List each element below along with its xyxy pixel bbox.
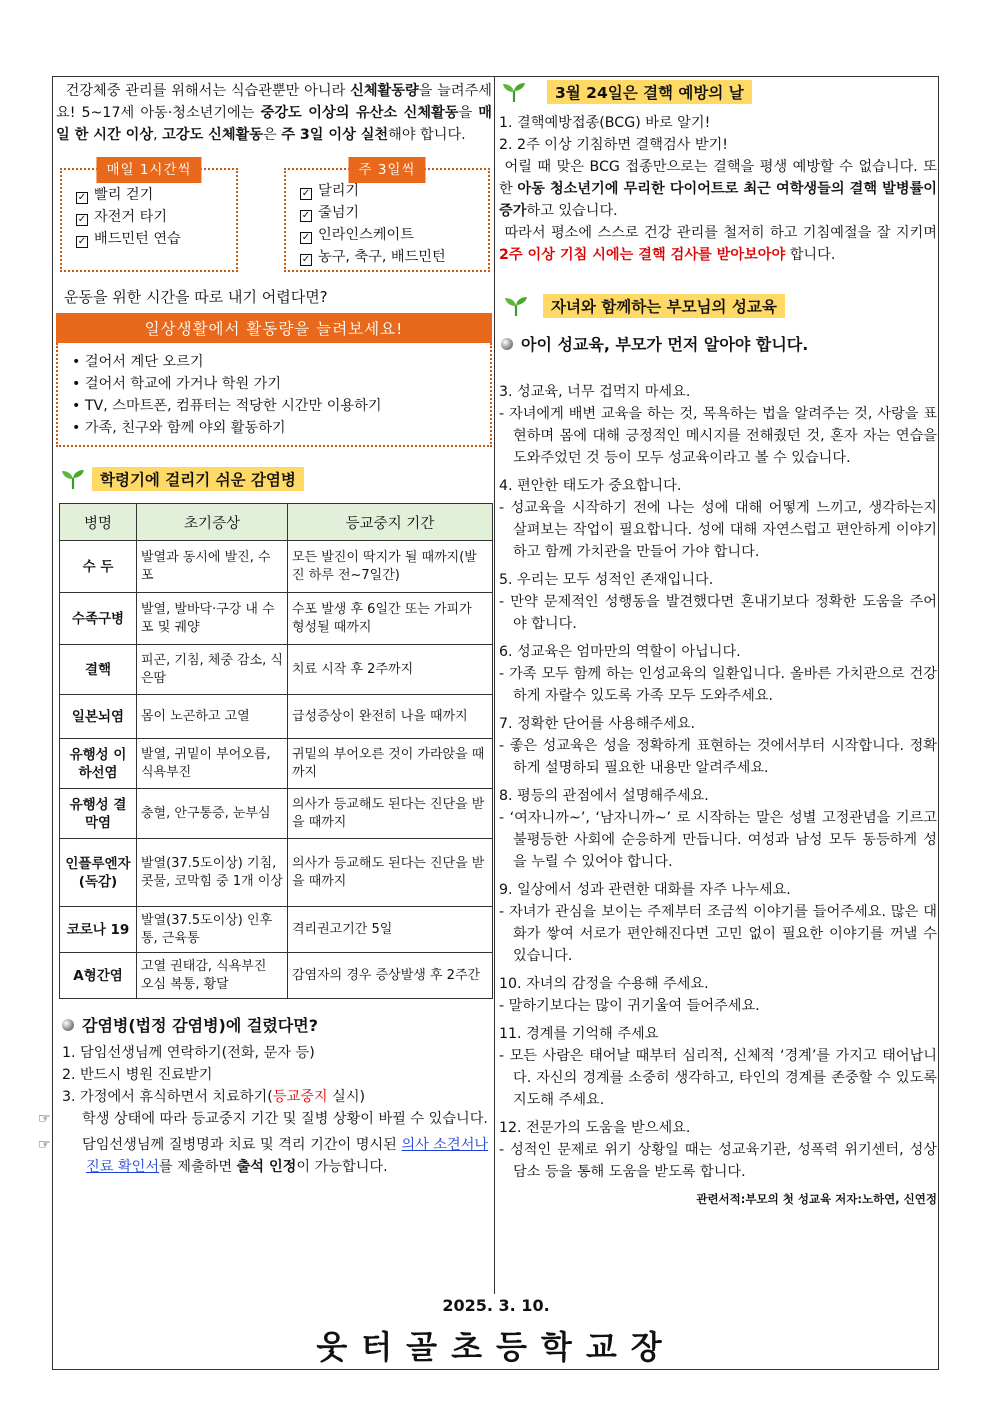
sexed-item: 12. 전문가의 도움을 받으세요. - 성적인 문제로 위기 상황일 때는 성교육기관, 성폭력 위기센터, 성상담소 등을 통해 도움을 받도록 합니다. xyxy=(499,1120,937,1180)
pointing-hand-icon: ☞ xyxy=(38,1111,51,1127)
infection-table xyxy=(59,503,493,999)
sexed-item: 10. 자녀의 감정을 수용해 주세요. - 말하기보다는 많이 귀기울여 들어주세요. xyxy=(499,976,760,1014)
weekly-box xyxy=(284,162,490,272)
table-header: 병명 xyxy=(60,504,137,541)
table-header: 등교중지 기간 xyxy=(288,504,493,541)
pointing-hand-icon: ☞ xyxy=(38,1137,51,1153)
checkbox-icon: ✓ xyxy=(77,214,87,225)
tb-paragraph: 따라서 평소에 스스로 건강 관리를 철저히 하고 기침예절을 잘 지키며 2주 이상 기침 시에는 결핵 검사를 받아보아야 합니다. xyxy=(499,225,937,263)
reference-note: 관련서적:부모의 첫 성교육 저자:노하연, 신연정 xyxy=(696,1192,937,1206)
sexed-subtitle: 아이 성교육, 부모가 먼저 알아야 합니다. xyxy=(501,332,937,355)
sexed-item: 7. 정확한 단어를 사용해주세요. - 좋은 성교육은 성을 정확하게 표현하는 것에서부터 시작합니다. 정확하게 설명하되 필요한 내용만 알려주세요. xyxy=(499,716,937,776)
checkbox-icon: ✓ xyxy=(301,232,311,243)
checkbox-icon: ✓ xyxy=(301,254,311,265)
activity-intro: 건강체중 관리를 위해서는 식습관뿐만 아니라 신체활동량을 늘려주세요! 5~17세 아동·청소년기에는 중강도 이상의 유산소 신체활동을 매일 한 시간 이상, 고강도 신체활동은 주 3일 이상 실천해야 합니다. xyxy=(56,83,493,143)
sexed-item: 11. 경계를 기억해 주세요 - 모든 사람은 태어날 때부터 심리적, 신체적 ‘경계’를 가지고 태어납니다. 자신의 경계를 소중히 생각하고, 타인의 경계를 존중할 수 있도록 지도해 주세요. xyxy=(499,1026,937,1108)
table-row: 코로나 19 발열(37.5도이상) 인후통, 근육통 격리권고기간 5일 xyxy=(60,907,493,953)
right-column xyxy=(499,80,937,1207)
sexed-item: 3. 성교육, 너무 겁먹지 마세요. - 자녀에게 배변 교육을 하는 것, 목욕하는 법을 알려주는 것, 사랑을 표현하며 몸에 대해 긍정적인 메시지를 전해줬던 것, 혼자 자는 연습을 도와주었던 것 등이 모두 성교육이라고 볼 수 있습니다. xyxy=(499,384,937,466)
note-item: ☞ 학생 상태에 따라 등교중지 기간 및 질병 상황이 바뀔 수 있습니다. xyxy=(62,1108,492,1130)
daily-item: ✓ 자전거 타기 xyxy=(77,209,168,225)
sexed-item: 8. 평등의 관점에서 설명해주세요. - ‘여자니까~’, ‘남자니까~’ 로 시작하는 말은 성별 고정관념을 기르고 불평등한 사회에 순응하게 만듭니다. 여성과 남성 모두 동등하게 성을 누릴 수 있어야 합니다. xyxy=(499,788,937,870)
sexed-item: 6. 성교육은 엄마만의 역할이 아닙니다. - 가족 모두 함께 하는 인성교육의 일환입니다. 올바른 가치관으로 건강하게 자랄수 있도록 가족 모두 도와주세요. xyxy=(499,644,937,704)
weekly-item: ✓ 농구, 축구, 배드민턴 xyxy=(301,249,446,265)
infection-section-header xyxy=(60,467,492,491)
sprout-icon xyxy=(503,295,529,317)
issue-date: 2025. 3. 10. xyxy=(442,1296,550,1315)
sprout-icon xyxy=(501,81,527,103)
weekly-item: ✓ 달리기 xyxy=(301,183,360,199)
table-row: 유행성 결막염 충혈, 안구통증, 눈부심 의사가 등교해도 된다는 진단을 받을 때까지 xyxy=(60,789,493,839)
daily-life-list xyxy=(56,343,492,447)
table-row: 결핵 피곤, 기침, 체중 감소, 식은땀 치료 시작 후 2주까지 xyxy=(60,645,493,695)
daily-life-banner: 일상생활에서 활동량을 늘려보세요! xyxy=(56,313,492,343)
exercise-question: 운동을 위한 시간을 따로 내기 어렵다면? xyxy=(64,288,328,306)
weekly-tag: 주 3일씩 xyxy=(348,157,425,183)
bullet-icon xyxy=(62,1019,74,1031)
checkbox-icon: ✓ xyxy=(301,188,311,199)
sprout-icon xyxy=(60,468,86,490)
table-row: A형간염 고열 권태감, 식욕부진 오심 복통, 황달 감염자의 경우 증상발생 후 2주간 xyxy=(60,953,493,999)
daily-item: ✓ 배드민턴 연습 xyxy=(77,231,181,247)
table-row: 인플루엔자 (독감) 발열(37.5도이상) 기침, 콧물, 코막힘 중 1개 이상 의사가 등교해도 된다는 진단을 받을 때까지 xyxy=(60,839,493,907)
list-item: 3. 가정에서 휴식하면서 치료하기(등교중지 실시) xyxy=(62,1089,366,1105)
column-divider xyxy=(494,76,495,1294)
daily-tag: 매일 1시간씩 xyxy=(96,157,201,183)
checkbox-icon: ✓ xyxy=(301,210,311,221)
school-signature: 웃터골초등학교장 xyxy=(316,1328,676,1366)
list-item: • 걸어서 계단 오르기 xyxy=(72,351,482,373)
bullet-icon xyxy=(501,338,513,350)
infection-section-title: 학령기에 걸리기 쉬운 감염병 xyxy=(92,467,304,491)
left-column xyxy=(38,80,493,1178)
sexed-section-header xyxy=(503,294,937,318)
sexed-item: 4. 편안한 태도가 중요합니다. - 성교육을 시작하기 전에 나는 성에 대해 어떻게 느끼고, 생각하는지 살펴보는 작업이 필요합니다. 성에 대해 자연스럽고 편안하게 이야기하고 함께 가치관을 만들어 가야 합니다. xyxy=(499,478,937,560)
sexed-item: 5. 우리는 모두 성적인 존재입니다. - 만약 문제적인 성행동을 발견했다면 혼내기보다 정확한 도움을 주어야 합니다. xyxy=(499,572,937,632)
doctor-note-link[interactable]: 의사 소견서나 진료 확인서 xyxy=(86,1137,489,1175)
list-item: 2. 반드시 병원 진료받기 xyxy=(62,1067,213,1083)
weekly-item: ✓ 인라인스케이트 xyxy=(301,227,414,243)
list-item: 1. 담임선생님께 연락하기(전화, 문자 등) xyxy=(62,1045,315,1061)
daily-item: ✓ 빨리 걷기 xyxy=(77,187,154,203)
list-item: 1. 결핵예방접종(BCG) 바로 알기! xyxy=(499,115,711,131)
if-infected-header: 감염병(법정 감염병)에 걸렸다면? xyxy=(62,1013,492,1036)
tb-section xyxy=(499,112,937,266)
checkbox-icon: ✓ xyxy=(77,236,87,247)
daily-box xyxy=(60,162,238,272)
table-row: 수 두 발열과 동시에 발진, 수포 모든 발진이 딱지가 될 때까지(발진 하루 전~7일간) xyxy=(60,541,493,593)
tb-section-title: 3월 24일은 결핵 예방의 날 xyxy=(547,80,752,104)
table-row: 유행성 이하선염 발열, 귀밑이 부어오름, 식욕부진 귀밑의 부어오른 것이 가라앉을 때까지 xyxy=(60,739,493,789)
tb-paragraph: 어릴 때 맞은 BCG 접종만으로는 결핵을 평생 예방할 수 없습니다. 또한 아동 청소년기에 무리한 다이어트로 최근 여학생들의 결핵 발병률이 증가하고 있습니다. xyxy=(499,159,937,219)
sexed-item: 9. 일상에서 성과 관련한 대화를 자주 나누세요. - 자녀가 관심을 보이는 주제부터 조금씩 이야기를 들어주세요. 많은 대화가 쌓여 서로가 편안해진다면 고민 없이 필요한 이야기를 꺼낼 수 있습니다. xyxy=(499,882,937,964)
table-header: 초기증상 xyxy=(137,504,288,541)
table-header-row xyxy=(60,504,493,541)
note-item: ☞ 담임선생님께 질병명과 치료 및 격리 기간이 명시된 의사 소견서나 진료 확인서를 제출하면 출석 인정이 가능합니다. xyxy=(62,1134,492,1178)
table-row: 일본뇌염 몸이 노곤하고 고열 급성증상이 완전히 나을 때까지 xyxy=(60,695,493,739)
activity-boxes xyxy=(56,162,492,276)
sexed-list xyxy=(499,381,937,1183)
list-item: • 가족, 친구와 함께 야외 활동하기 xyxy=(72,417,482,439)
table-row: 수족구병 발열, 발바닥·구강 내 수포 및 궤양 수포 발생 후 6일간 또는 가피가 형성될 때까지 xyxy=(60,593,493,645)
list-item: 2. 2주 이상 기침하면 결핵검사 받기! xyxy=(499,137,728,153)
checkbox-icon: ✓ xyxy=(77,192,87,203)
sexed-section-title: 자녀와 함께하는 부모님의 성교육 xyxy=(543,294,785,318)
list-item: • 걸어서 학교에 가거나 학원 가기 xyxy=(72,373,482,395)
weekly-item: ✓ 줄넘기 xyxy=(301,205,360,221)
list-item: • TV, 스마트폰, 컴퓨터는 적당한 시간만 이용하기 xyxy=(72,395,482,417)
tb-section-header xyxy=(501,80,937,104)
if-infected-list xyxy=(38,1042,492,1178)
